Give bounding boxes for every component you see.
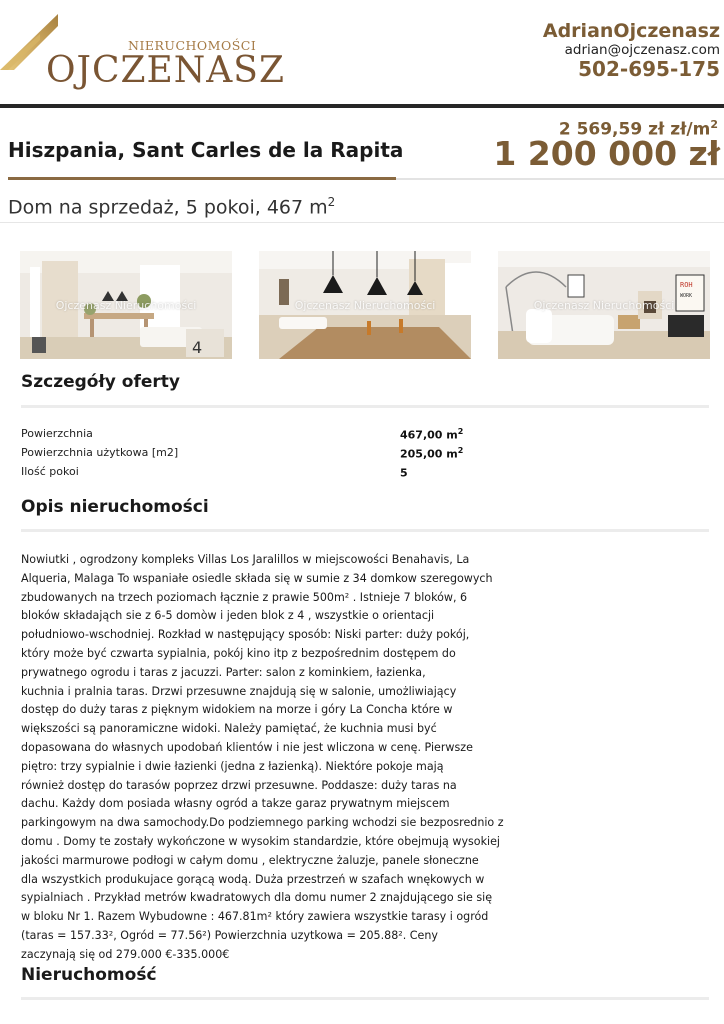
detail-row bbox=[21, 446, 709, 464]
agent-email[interactable]: adrian@ojczenasz.com bbox=[564, 42, 720, 58]
description-line: zbudowanych na trzech poziomach łącznie z prawie 500m² . Istnieje 7 bloków, 6 bbox=[21, 590, 468, 604]
description-line: bloków składająch sie z 6-5 domòw i jeden blok z 4 , wszystkie o orientacji bbox=[21, 609, 435, 623]
title-divider bbox=[396, 178, 724, 180]
photo-watermark: Ojczenasz Nieruchomości bbox=[533, 299, 675, 312]
description-line: parkingowym na dwa samochody.Do podziemnego parking wchodzi sie bezposrednio z bbox=[21, 816, 504, 830]
listing-title: Hiszpania, Sant Carles de la Rapita bbox=[8, 138, 404, 162]
description-line: domu . Domy te zostały wykończone w wysokim standardzie, które obejmują wysokiej bbox=[21, 834, 501, 848]
description-line: piętro: trzy sypialnie i dwie łazienki (jedna z łazienką). Niektóre pokoje mają bbox=[21, 759, 444, 773]
description-line: dostęp do duży taras z pięknym widokiem na morze i góry La Concha które w bbox=[21, 703, 453, 717]
property-heading: Nieruchomość bbox=[21, 965, 157, 985]
agent-phone[interactable]: 502-695-175 bbox=[578, 57, 720, 81]
description-line: dachu. Każdy dom posiada własny ogród a takze garaz prywatnym miejscem bbox=[21, 797, 450, 811]
page-header bbox=[0, 0, 724, 104]
property-divider bbox=[21, 997, 709, 1000]
detail-label: Ilość pokoi bbox=[21, 465, 79, 478]
svg-text:4: 4 bbox=[192, 338, 203, 357]
description-line: dopasowana do własnych upodobań klientów i nie jest wliczona w cenę. Pierwsze bbox=[21, 740, 473, 754]
photo-watermark: Ojczenasz Nieruchomości bbox=[294, 299, 436, 312]
description-line: który może być czwarta sypialnia, pokój kino itp z bezpośrednim dostępem do bbox=[21, 646, 456, 660]
detail-value: 5 bbox=[400, 466, 408, 480]
details-divider bbox=[21, 405, 709, 408]
logo-wordmark: OJCZENASZ bbox=[46, 50, 285, 91]
subtitle-divider bbox=[0, 222, 724, 223]
description-line: również dostęp do tarasów poprzez drzwi przesuwne. Poddasze: duży taras na bbox=[21, 778, 457, 792]
detail-value: 205,00 $m^2$ bbox=[400, 446, 464, 461]
listing-subtitle: Dom na sprzedaż, 5 pokoi, 467 $m^2$ bbox=[8, 195, 336, 219]
svg-text:WORK: WORK bbox=[680, 293, 693, 299]
description-line: jakości marmurowe podłogi w całym domu , elektryczne żaluzje, panele słoneczne bbox=[21, 853, 479, 867]
photo-watermark: Ojczenasz Nieruchomości bbox=[55, 299, 197, 312]
header-divider bbox=[0, 104, 724, 108]
description-divider bbox=[21, 529, 709, 532]
title-underline bbox=[8, 177, 396, 180]
detail-label: Powierzchnia użytkowa [m2] bbox=[21, 446, 179, 459]
description-line: prywatnego ogrodu i taras z jacuzzi. Parter: salon z kominkiem, łazienka, bbox=[21, 665, 426, 679]
listing-photo-1[interactable] bbox=[20, 251, 232, 359]
description-line: sypialniach . Przykład metrów kwadratowych dla domu numer 2 znajdującego sie się bbox=[21, 891, 493, 905]
description-line: południowo-wschodniej. Rozkład w następujący sposób: Niski parter: duży pokój, bbox=[21, 628, 470, 642]
description-line: dla wszystkich produkujace gorącą wodą. Duża przestrzeń w szafach wnękowych w bbox=[21, 872, 485, 886]
price: 1 200 000 zł bbox=[493, 134, 720, 173]
description-line: Nowiutki , ogrodzony kompleks Villas Los Jaralillos w miejscowości Benahavis, La bbox=[21, 553, 470, 566]
listing-photo-2[interactable] bbox=[259, 251, 471, 359]
description-line: większości są panoramiczne widoki. Należy pamiętać, że kuchnia musi być bbox=[21, 722, 437, 736]
listing-photo-3[interactable] bbox=[498, 251, 710, 359]
description-text bbox=[21, 551, 521, 965]
agent-name: AdrianOjczenasz bbox=[542, 20, 720, 42]
logo-subtitle: NIERUCHOMOŚCI bbox=[128, 38, 257, 53]
price-per-m2: 2 569,59 zł $zł/m^2$ bbox=[558, 118, 718, 140]
description-line: kuchnia i pralnia taras. Drzwi przesuwne znajdują się w salonie, umożliwiający bbox=[21, 684, 457, 698]
detail-label: Powierzchnia bbox=[21, 427, 93, 440]
details-heading: Szczegóły oferty bbox=[21, 372, 180, 392]
description-line: zaczynają się od 279.000 €-335.000€ bbox=[21, 947, 230, 961]
detail-value: 467,00 $m^2$ bbox=[400, 427, 464, 442]
description-line: (taras = 157.33², Ogród = 77.56²) Powierzchnia uzytkowa = 205.88². Ceny bbox=[21, 928, 438, 942]
svg-text:ROH: ROH bbox=[680, 281, 693, 289]
description-line: w bloku Nr 1. Razem Wybudowne : 467.81m² który zawiera wszystkie tarasy i ogród bbox=[21, 910, 489, 924]
description-line: Alqueria, Malaga To wspaniałe osiedle składa się w sumie z 34 domkow szeregowych bbox=[21, 571, 493, 585]
detail-row bbox=[21, 427, 709, 445]
detail-row bbox=[21, 465, 709, 483]
description-heading: Opis nieruchomości bbox=[21, 497, 209, 517]
